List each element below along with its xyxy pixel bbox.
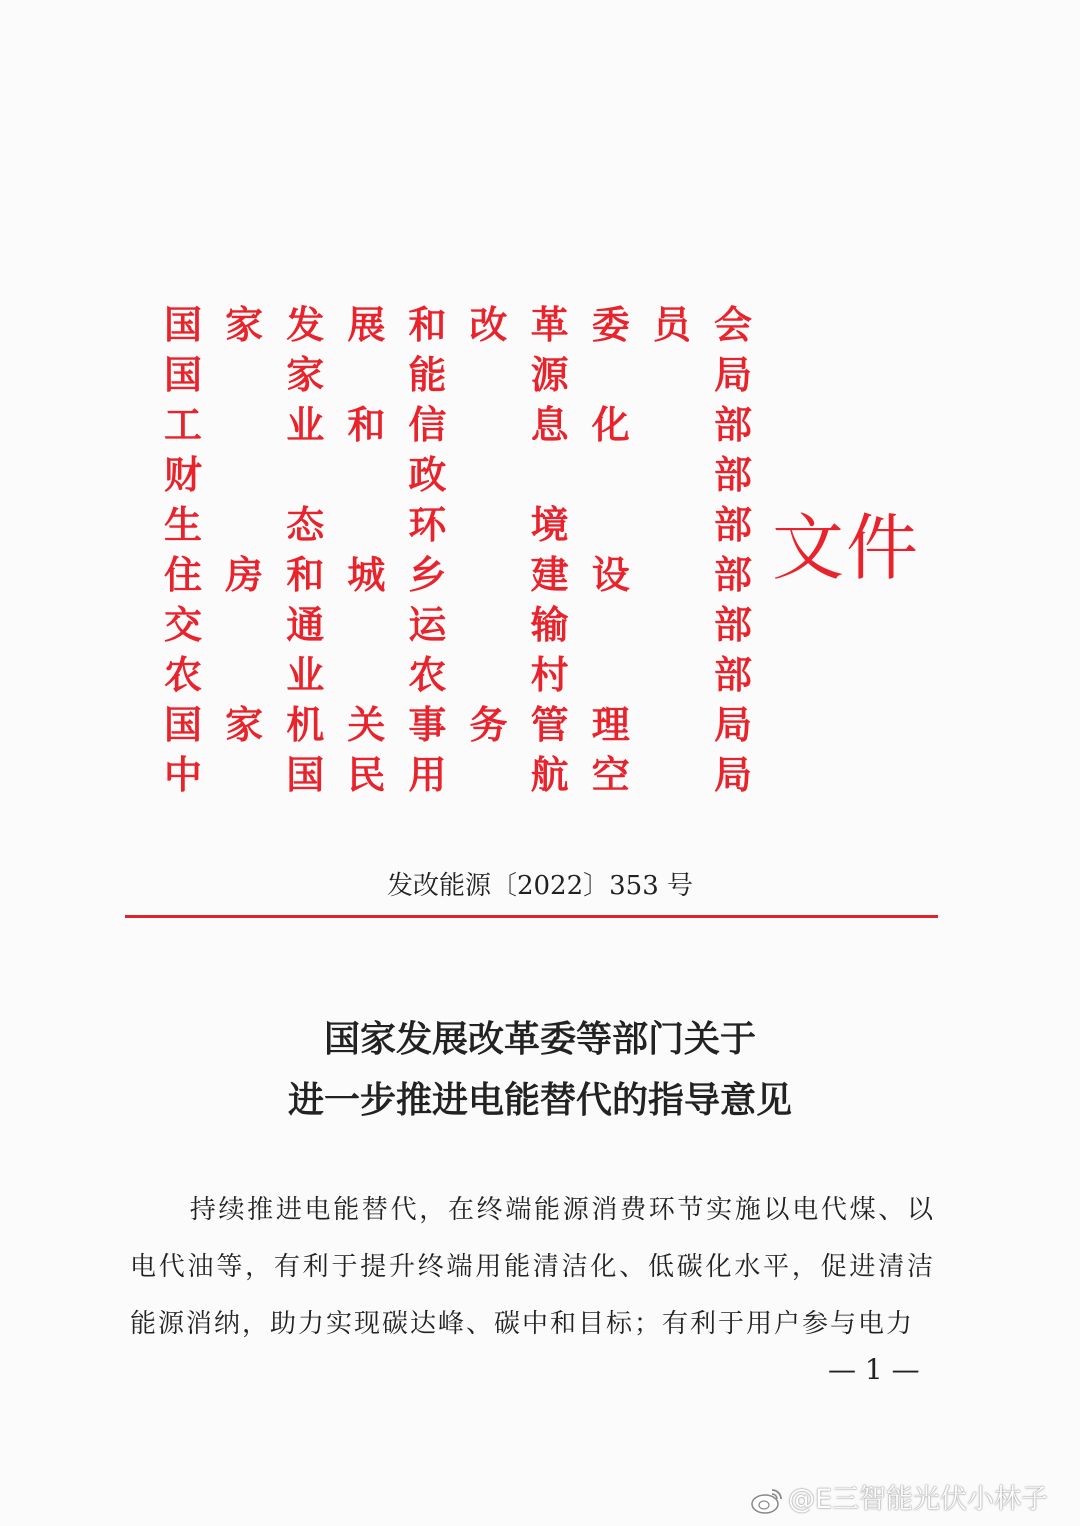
- issuer-row: [163, 650, 753, 700]
- issuer-char: 家: [225, 302, 264, 347]
- issuing-authorities-block: [163, 300, 753, 800]
- issuer-char: 和: [408, 302, 447, 347]
- issuer-char: 家: [225, 702, 264, 747]
- issuer-row: [163, 300, 753, 350]
- issuer-row: [163, 350, 753, 400]
- document-title-line-2: 进一步推进电能替代的指导意见: [287, 1079, 792, 1121]
- issuer-row: [163, 500, 753, 550]
- issuer-char: 部: [713, 452, 752, 497]
- issuer-char: 乡: [408, 552, 447, 597]
- watermark-text: @E三智能光伏小林子: [788, 1484, 1049, 1515]
- issuer-char: 改: [469, 302, 508, 347]
- issuer-char: 建: [530, 552, 569, 597]
- issuer-row: [163, 400, 753, 450]
- issuer-char: 会: [713, 302, 752, 347]
- issuer-row: [163, 550, 753, 600]
- issuer-char: 农: [408, 652, 447, 697]
- weibo-icon: [750, 1485, 784, 1515]
- issuer-char: 境: [530, 502, 569, 547]
- issuer-char: 民: [347, 752, 386, 797]
- issuer-char: 局: [713, 752, 752, 797]
- document-number: 发改能源〔2022〕353 号: [386, 871, 694, 901]
- issuer-char: 国: [163, 702, 202, 747]
- issuer-char: 中: [163, 752, 202, 797]
- issuer-char: 能: [408, 352, 447, 397]
- issuer-char: 机: [286, 702, 325, 747]
- issuer-char: 务: [469, 702, 508, 747]
- issuer-char: 理: [591, 702, 630, 747]
- issuer-char: 部: [713, 552, 752, 597]
- issuer-char: 管: [530, 702, 569, 747]
- issuer-char: 事: [408, 702, 447, 747]
- document-title-line-1: 国家发展改革委等部门关于: [323, 1018, 756, 1060]
- issuer-char: 政: [408, 452, 447, 497]
- issuer-char: 部: [713, 652, 752, 697]
- issuer-char: 国: [286, 752, 325, 797]
- issuer-char: 和: [286, 552, 325, 597]
- issuer-char: 部: [713, 502, 752, 547]
- issuer-char: 运: [408, 602, 447, 647]
- issuer-char: 住: [163, 552, 202, 597]
- issuer-char: 财: [163, 452, 202, 497]
- issuer-char: 空: [591, 752, 630, 797]
- issuer-char: 源: [530, 352, 569, 397]
- issuer-char: 发: [286, 302, 325, 347]
- issuer-char: 员: [652, 302, 691, 347]
- issuer-char: 农: [163, 652, 202, 697]
- document-type-label: 文件: [772, 506, 921, 590]
- issuer-char: 家: [286, 352, 325, 397]
- issuer-char: 委: [591, 302, 630, 347]
- issuer-char: 部: [713, 602, 752, 647]
- issuer-char: 生: [163, 502, 202, 547]
- issuer-char: 部: [713, 402, 752, 447]
- page-number: — 1 —: [828, 1353, 920, 1386]
- issuer-char: 革: [530, 302, 569, 347]
- issuer-char: 国: [163, 352, 202, 397]
- issuer-char: 业: [286, 652, 325, 697]
- issuer-char: 关: [347, 702, 386, 747]
- issuer-char: 展: [347, 302, 386, 347]
- issuer-row: [163, 750, 753, 800]
- issuer-char: 业: [286, 402, 325, 447]
- weibo-watermark: [750, 1482, 1048, 1518]
- issuer-char: 息: [530, 402, 569, 447]
- issuer-char: 用: [408, 752, 447, 797]
- issuer-char: 局: [713, 702, 752, 747]
- issuer-char: 和: [347, 402, 386, 447]
- issuer-char: 房: [225, 552, 264, 597]
- issuer-char: 通: [286, 602, 325, 647]
- issuer-row: [163, 700, 753, 750]
- issuer-char: 局: [713, 352, 752, 397]
- issuer-char: 信: [408, 402, 447, 447]
- issuer-char: 设: [591, 552, 630, 597]
- issuer-char: 国: [163, 302, 202, 347]
- red-divider-line: [125, 915, 938, 918]
- issuer-char: 环: [408, 502, 447, 547]
- issuer-char: 输: [530, 602, 569, 647]
- issuer-row: [163, 450, 753, 500]
- issuer-row: [163, 600, 753, 650]
- issuer-char: 航: [530, 752, 569, 797]
- issuer-char: 工: [163, 402, 202, 447]
- issuer-char: 城: [347, 552, 386, 597]
- body-paragraph: 持续推进电能替代，在终端能源消费环节实施以电代煤、以电代油等，有利于提升终端用能清洁化、低碳化水平，促进清洁能源消纳，助力实现碳达峰、碳中和目标；有利于用户参与电力: [130, 1195, 935, 1339]
- issuer-char: 态: [286, 502, 325, 547]
- issuer-char: 化: [591, 402, 630, 447]
- issuer-char: 交: [163, 602, 202, 647]
- issuer-char: 村: [530, 652, 569, 697]
